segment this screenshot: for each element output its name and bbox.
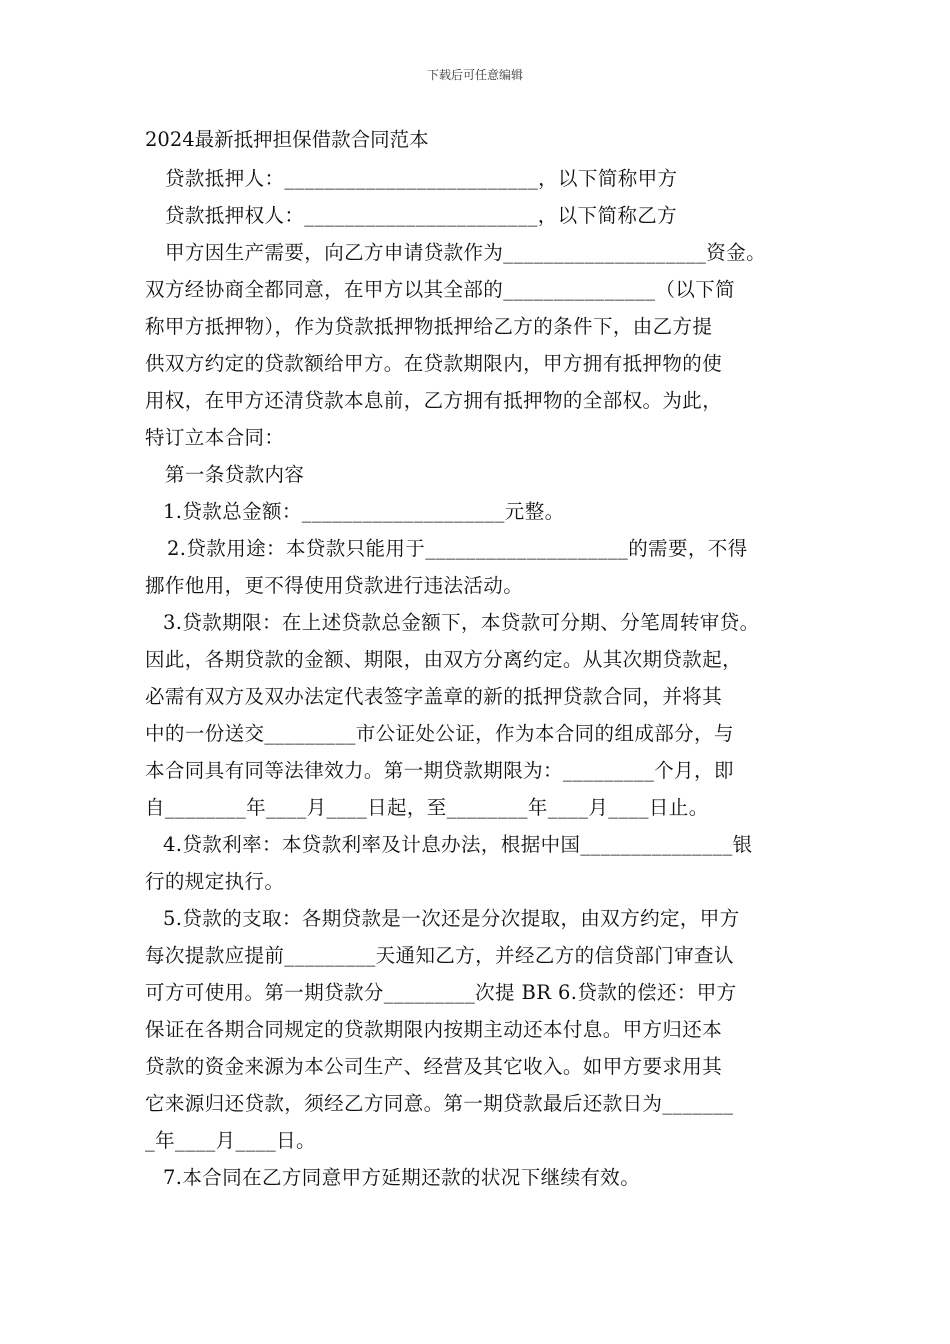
paragraph-line: 1.贷款总金额：____________________元整。 <box>163 500 565 523</box>
paragraph-line: 用权，在甲方还清贷款本息前，乙方拥有抵押物的全部权。为此， <box>145 389 723 412</box>
paragraph-line: 特订立本合同： <box>145 426 285 449</box>
paragraph-line: 双方经协商全都同意，在甲方以其全部的_______________（以下简 <box>145 278 736 301</box>
section-heading: 第一条贷款内容 <box>165 463 305 486</box>
paragraph-line: _年____月____日。 <box>145 1129 316 1152</box>
paragraph-line: 可方可使用。第一期贷款分_________次提 BR 6.贷款的偿还：甲方 <box>145 981 737 1004</box>
paragraph-line: 它来源归还贷款，须经乙方同意。第一期贷款最后还款日为_______ <box>145 1092 734 1115</box>
paragraph-line: 贷款抵押权人：_______________________，以下简称乙方 <box>165 204 678 227</box>
paragraph-line: 称甲方抵押物），作为贷款抵押物抵押给乙方的条件下，由乙方提 <box>145 315 713 338</box>
paragraph-line: 因此，各期贷款的金额、期限，由双方分离约定。从其次期贷款起， <box>145 648 743 671</box>
paragraph-line: 7.本合同在乙方同意甲方延期还款的状况下继续有效。 <box>163 1166 641 1189</box>
paragraph-line: 2.贷款用途：本贷款只能用于____________________的需要，不得 <box>167 537 748 560</box>
paragraph-line: 保证在各期合同规定的贷款期限内按期主动还本付息。甲方归还本 <box>145 1018 723 1041</box>
paragraph-line: 本合同具有同等法律效力。第一期贷款期限为：_________个月，即 <box>145 759 734 782</box>
header-note: 下载后可任意编辑 <box>426 68 523 82</box>
paragraph-line: 4.贷款利率：本贷款利率及计息办法，根据中国_______________银 <box>163 833 753 856</box>
paragraph-line: 每次提款应提前_________天通知乙方，并经乙方的信贷部门审查认 <box>145 944 734 967</box>
paragraph-line: 贷款抵押人：_________________________，以下简称甲方 <box>165 167 678 190</box>
paragraph-line: 必需有双方及双办法定代表签字盖章的新的抵押贷款合同，并将其 <box>145 685 723 708</box>
paragraph-line: 5.贷款的支取：各期贷款是一次还是分次提取，由双方约定，甲方 <box>163 907 740 930</box>
paragraph-line: 供双方约定的贷款额给甲方。在贷款期限内，甲方拥有抵押物的使 <box>145 352 723 375</box>
paragraph-line: 中的一份送交_________市公证处公证，作为本合同的组成部分，与 <box>145 722 734 745</box>
paragraph-line: 挪作他用，更不得使用贷款进行违法活动。 <box>145 574 524 597</box>
paragraph-line: 3.贷款期限：在上述贷款总金额下，本贷款可分期、分笔周转审贷。 <box>163 611 760 634</box>
paragraph-line: 自________年____月____日起，至________年____月____日止。 <box>145 796 709 819</box>
paragraph-line: 行的规定执行。 <box>145 870 285 893</box>
document-title: 2024最新抵押担保借款合同范本 <box>145 128 429 151</box>
contract-body <box>145 122 825 1196</box>
paragraph-line: 甲方因生产需要，向乙方申请贷款作为____________________资金。 <box>165 241 767 264</box>
paragraph-line: 贷款的资金来源为本公司生产、经营及其它收入。如甲方要求用其 <box>145 1055 723 1078</box>
